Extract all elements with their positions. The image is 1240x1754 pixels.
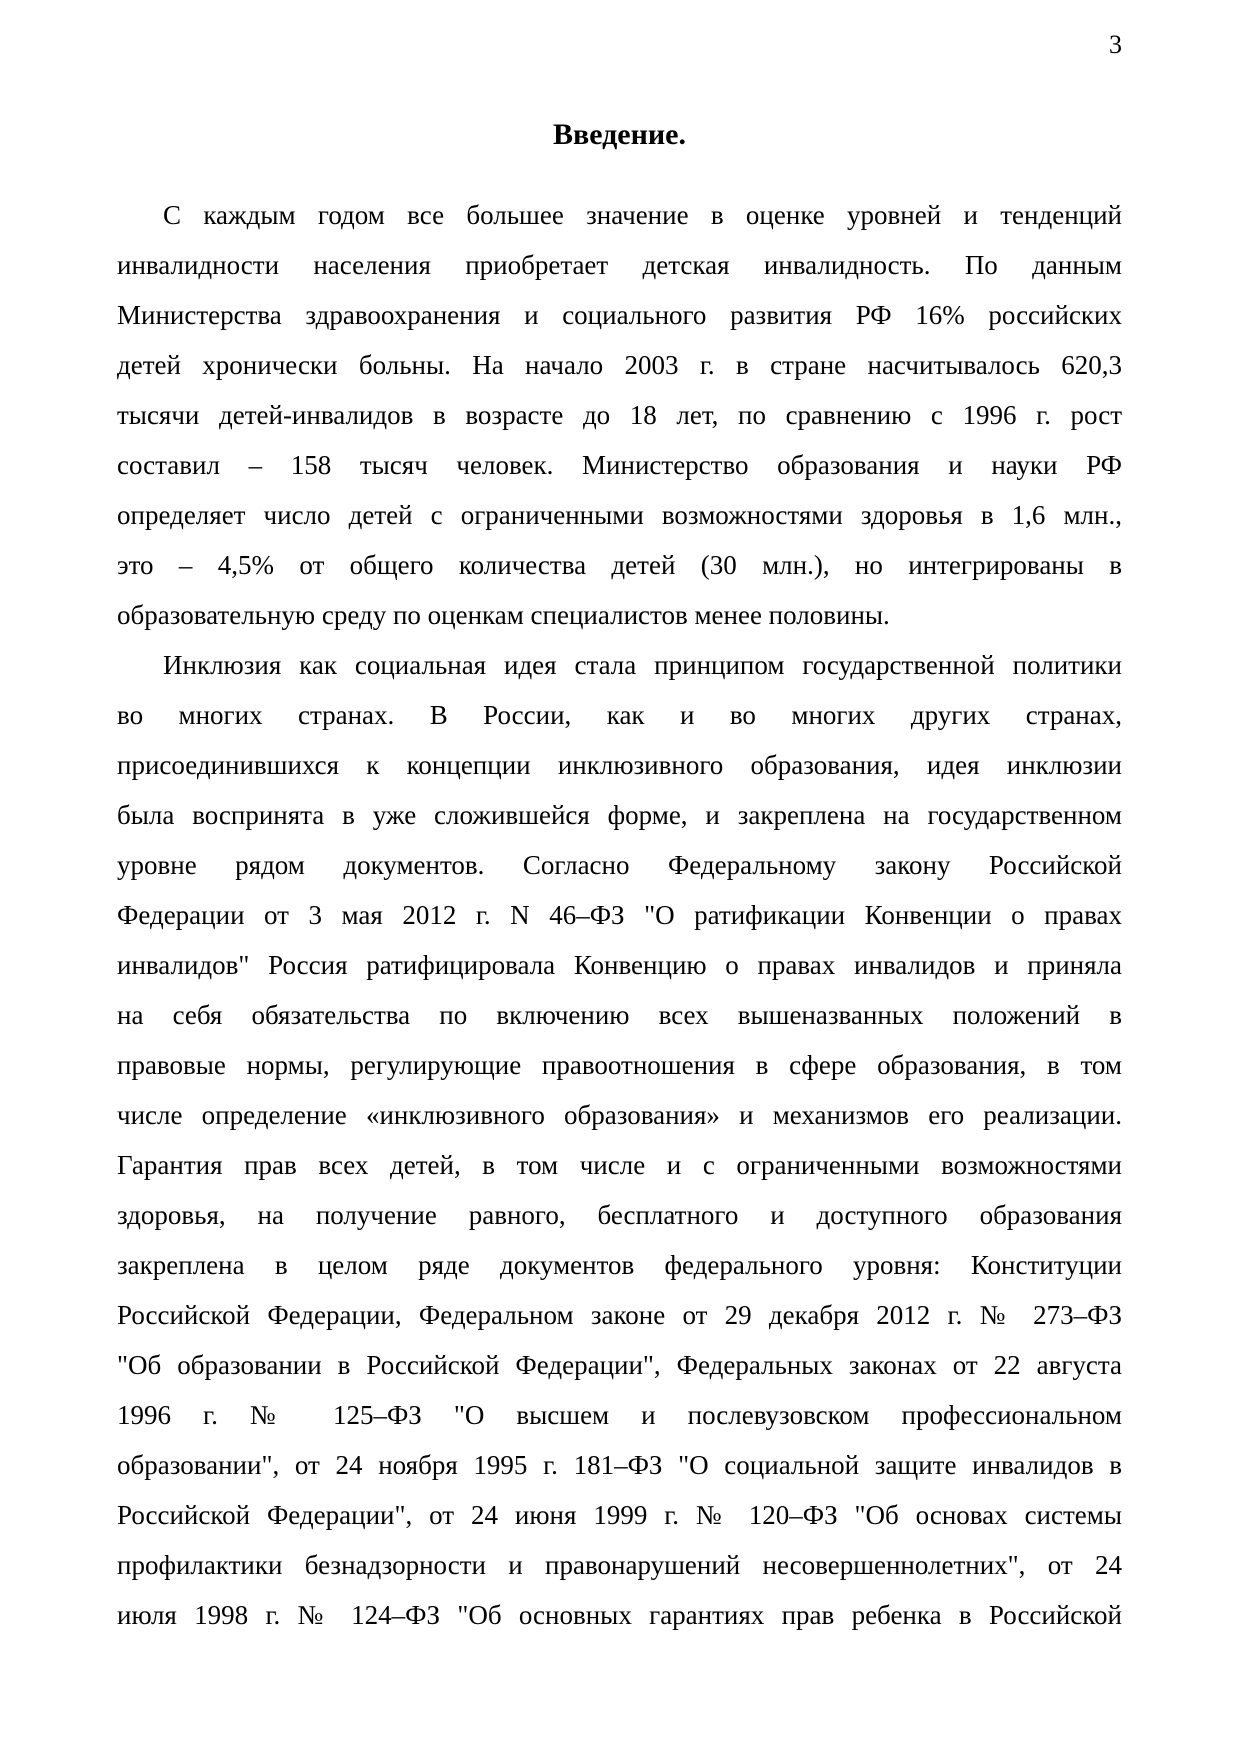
text-line: числе определение «инклюзивного образования» и механизмов его реализации. xyxy=(117,1100,1122,1130)
body-text xyxy=(117,190,1122,1640)
text-line: инвалидов" Россия ратифицировала Конвенцию о правах инвалидов и приняла xyxy=(117,950,1122,980)
text-line: С каждым годом все большее значение в оценке уровней и тенденций xyxy=(163,200,1122,230)
text-line: на себя обязательства по включению всех вышеназванных положений в xyxy=(117,1000,1122,1030)
text-line: закреплена в целом ряде документов федерального уровня: Конституции xyxy=(117,1250,1122,1280)
section-title: Введение. xyxy=(552,118,686,151)
text-line: июля 1998 г. № 124–ФЗ "Об основных гарантиях прав ребенка в Российской xyxy=(117,1600,1122,1630)
text-line: уровне рядом документов. Согласно Федеральному закону Российской xyxy=(117,850,1122,880)
page-number: 3 xyxy=(1109,30,1122,59)
text-line: была воспринята в уже сложившейся форме, и закреплена на государственном xyxy=(117,800,1122,830)
text-line: во многих странах. В России, как и во многих других странах, xyxy=(117,700,1122,730)
text-line: составил – 158 тысяч человек. Министерство образования и науки РФ xyxy=(117,450,1122,480)
text-line: Инклюзия как социальная идея стала принципом государственной политики xyxy=(163,650,1122,680)
paragraph xyxy=(117,1140,1122,1640)
text-line: правовые нормы, регулирующие правоотношения в сфере образования, в том xyxy=(117,1050,1122,1080)
page-content xyxy=(117,0,1122,1640)
text-line: детей хронически больны. На начало 2003 г. в стране насчитывалось 620,3 xyxy=(117,350,1122,380)
text-line: здоровья, на получение равного, бесплатного и доступного образования xyxy=(117,1200,1122,1230)
text-line: Российской Федерации", от 24 июня 1999 г. № 120–ФЗ "Об основах системы xyxy=(117,1500,1122,1530)
text-line: "Об образовании в Российской Федерации", Федеральных законах от 22 августа xyxy=(117,1350,1122,1380)
text-line: образовании", от 24 ноября 1995 г. 181–ФЗ "О социальной защите инвалидов в xyxy=(117,1450,1122,1480)
text-line: Федерации от 3 мая 2012 г. N 46–ФЗ "О ратификации Конвенции о правах xyxy=(117,900,1122,930)
text-line: 1996 г. № 125–ФЗ "О высшем и послевузовском профессиональном xyxy=(117,1400,1122,1430)
text-line: Российской Федерации, Федеральном законе от 29 декабря 2012 г. № 273–ФЗ xyxy=(117,1300,1122,1330)
text-line: это – 4,5% от общего количества детей (30 млн.), но интегрированы в xyxy=(117,550,1122,580)
paragraph xyxy=(117,190,1122,640)
text-line: Гарантия прав всех детей, в том числе и с ограниченными возможностями xyxy=(117,1150,1122,1180)
text-line: определяет число детей с ограниченными возможностями здоровья в 1,6 млн., xyxy=(117,500,1122,530)
text-line: образовательную среду по оценкам специалистов менее половины. xyxy=(117,600,890,630)
text-line: Министерства здравоохранения и социального развития РФ 16% российских xyxy=(117,300,1122,330)
text-line: тысячи детей-инвалидов в возрасте до 18 лет, по сравнению с 1996 г. рост xyxy=(117,400,1122,430)
text-line: профилактики безнадзорности и правонарушений несовершеннолетних", от 24 xyxy=(117,1550,1122,1580)
text-line: инвалидности населения приобретает детская инвалидность. По данным xyxy=(117,250,1122,280)
text-line: присоединившихся к концепции инклюзивного образования, идея инклюзии xyxy=(117,750,1122,780)
paragraph xyxy=(117,640,1122,1140)
